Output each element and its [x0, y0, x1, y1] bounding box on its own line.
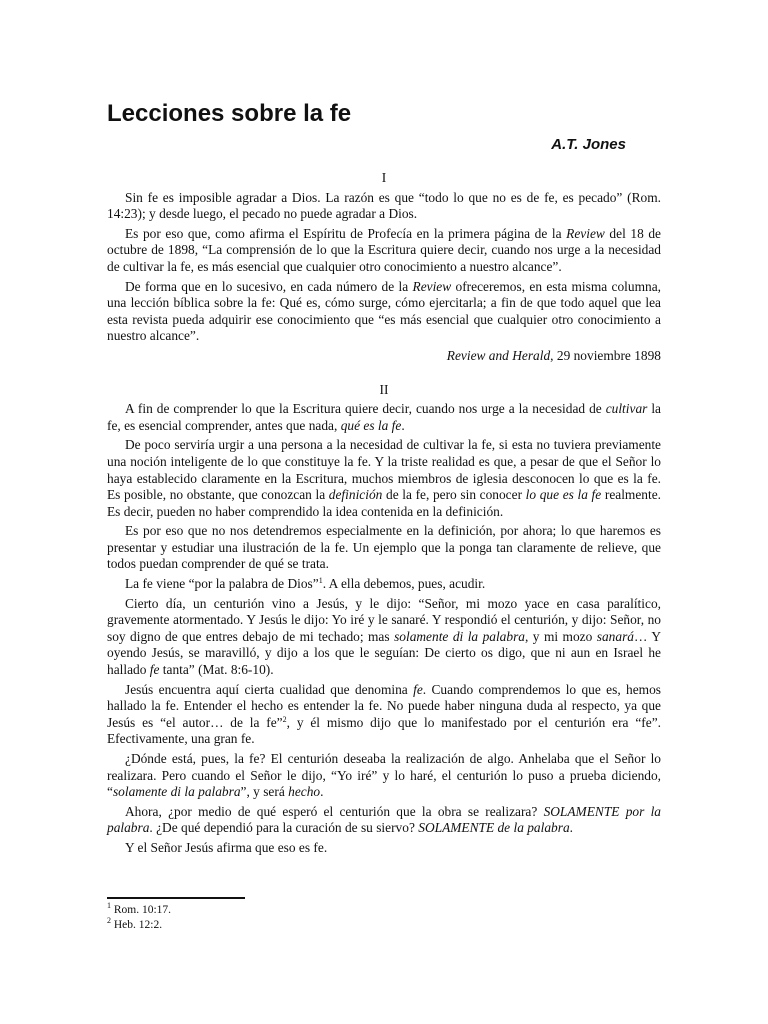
text-run: Jesús encuentra aquí cierta cualidad que denomina	[125, 681, 414, 697]
text-run: tanta” (Mat. 8:6-10).	[159, 662, 274, 678]
paragraph	[107, 401, 661, 434]
text-run: Ahora, ¿por medio de qué esperó el centurión que la obra se realizara?	[125, 803, 544, 819]
text-run: , y él mismo dijo que lo manifestado por el centurión era “fe”. Efectivamente, una gran fe.	[107, 714, 661, 747]
text-run: .	[320, 784, 324, 800]
paragraph	[107, 523, 661, 573]
footnote-text: Heb. 12:2.	[111, 918, 163, 931]
emphasis-text: SOLAMENTE por la palabra	[107, 803, 661, 836]
text-run: A fin de comprender lo que la Escritura quiere decir, cuando nos urge a la necesidad de	[125, 401, 606, 417]
text-run: .	[401, 417, 405, 433]
emphasis-text: sanará	[596, 628, 634, 644]
emphasis-text: cultivar	[605, 401, 648, 417]
emphasis-text: qué es la fe	[340, 417, 402, 433]
emphasis-text: Review	[412, 278, 452, 294]
paragraph	[107, 190, 661, 223]
emphasis-text: SOLAMENTE de la palabra	[418, 820, 570, 836]
text-run: De forma que en lo sucesivo, en cada número de la	[125, 278, 413, 294]
section-numeral: I	[381, 170, 387, 185]
paragraph	[107, 840, 661, 857]
emphasis-text: hecho	[288, 784, 321, 800]
paragraph	[107, 804, 661, 837]
emphasis-text: Review	[566, 225, 605, 241]
text-run: ofreceremos, en esta misma columna, una lección bíblica sobre la fe: Qué es, cómo surge, cómo ejercitarla; a fin de que todo aquel que lea esta revista pueda adquirir ese conocimiento que “es más esencial que cualquier otro conocimiento a nuestro alcance”.	[107, 278, 662, 344]
emphasis-text: definición	[328, 487, 383, 503]
paragraph	[107, 576, 661, 593]
paragraph	[107, 682, 661, 748]
text-run: realmente. Es decir, pueden no haber comprendido la idea contenida en la definición.	[107, 487, 661, 519]
text-run: de la fe, pero sin conocer	[382, 487, 526, 503]
text-run: Cierto día, un centurión vino a Jesús, y le dijo: “Señor, mi mozo yace en casa paralítico, gravemente atormentado. Y Jesús le dijo: Yo iré y le sanaré. Y respondió el centurión, y dijo: Señor, no soy digno de que entres debajo de mi techado; mas	[107, 595, 661, 644]
emphasis-text: solamente di la palabra	[394, 628, 525, 644]
source-citation	[107, 348, 661, 365]
paragraph	[107, 751, 661, 801]
footnote-divider	[107, 897, 245, 899]
text-run: .	[569, 820, 573, 836]
article-author: A.T. Jones	[551, 136, 626, 153]
text-run: , y mi mozo	[524, 628, 597, 644]
text-run: ”, y será	[240, 784, 289, 800]
text-run: Es por eso que no nos detendremos especialmente en la definición, por ahora; lo que haremos es presentar y estudiar una ilustración de la fe. Un ejemplo que la ponga tan claramente de relieve, que todos puedan comprender de qué se trata.	[107, 523, 661, 572]
article-body	[107, 170, 661, 860]
text-run: la fe, es esencial comprender, antes que nada,	[107, 401, 662, 433]
paragraph	[107, 226, 661, 276]
footnotes	[107, 903, 171, 932]
text-run: De poco serviría urgir a una persona a la necesidad de cultivar la fe, si esta no tuviera previamente una noción inteligente de lo que constituye la fe. Y la triste realidad es que, a pesar de que el Señor lo haya establecido claramente en la Escritura, muchos miembros de iglesia desconocen lo que es la fe. Es posible, no obstante, que conozcan la	[107, 437, 661, 503]
text-run: … Y oyendo Jesús, se maravilló, y dijo a los que le seguían: De cierto os digo, que ni aun en Israel he hallado	[107, 628, 662, 678]
emphasis-text: fe	[413, 681, 423, 697]
footnote-ref: 1	[318, 576, 323, 586]
paragraph	[107, 596, 661, 679]
emphasis-text: lo que es la fe	[525, 487, 602, 503]
text-run: . Cuando comprendemos lo que es, hemos hallado la fe. Entender el hecho es entender la fe. No puede haber ninguna duda al respecto, ya que Jesús es “el autor… de la fe”	[107, 681, 661, 730]
footnote-item	[107, 915, 171, 933]
footnote-number: 1	[107, 901, 111, 910]
emphasis-text: solamente di la palabra	[112, 784, 241, 800]
text-run: La fe viene “por la palabra de Dios”	[125, 576, 319, 592]
text-run: Y el Señor Jesús afirma que eso es fe.	[125, 839, 328, 855]
text-run: , 29 noviembre 1898	[550, 347, 661, 363]
paragraph	[107, 279, 661, 345]
footnote-number: 2	[107, 915, 111, 925]
emphasis-text: fe	[149, 662, 160, 678]
text-run: Sin fe es imposible agradar a Dios. La razón es que “todo lo que no es de fe, es pecado” (Rom. 14:23); y desde luego, el pecado no puede agradar a Dios.	[107, 189, 661, 222]
paragraph	[107, 437, 661, 520]
text-run: . ¿De qué dependió para la curación de su siervo?	[149, 820, 419, 836]
footnote-ref: 2	[282, 714, 287, 724]
text-run: Es por eso que, como afirma el Espíritu de Profecía en la primera página de la	[125, 225, 567, 241]
section-numeral: II	[379, 381, 389, 397]
footnote-item	[107, 903, 171, 918]
text-run: ¿Dónde está, pues, la fe? El centurión deseaba la realización de algo. Anhelaba que el Señor lo realizara. Pero cuando el Señor le dijo, “Yo iré” y lo haré, el centurión lo puso a prueba diciendo, “	[107, 751, 661, 800]
text-run: del 18 de octubre de 1898, “La comprensión de lo que la Escritura quiere decir, cuando nos urge a la necesidad de cultivar la fe, es más esencial que cualquier otro conocimiento a nuestro alcance”.	[107, 225, 662, 274]
article-title: Lecciones sobre la fe	[107, 100, 352, 127]
text-run: . A ella debemos, pues, acudir.	[322, 576, 486, 592]
footnote-text: Rom. 10:17.	[111, 904, 172, 916]
emphasis-text: Review and Herald	[446, 347, 551, 363]
